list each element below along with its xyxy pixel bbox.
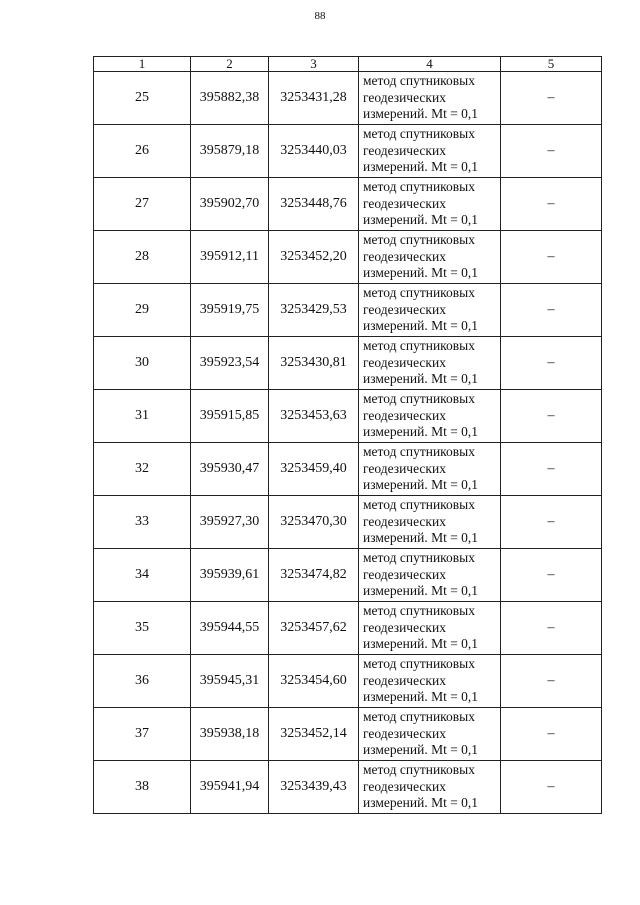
point-number-cell: 32 (94, 443, 191, 496)
y-coordinate-cell: 3253453,63 (269, 390, 359, 443)
point-number-cell: 34 (94, 549, 191, 602)
method-line: метод спутниковых (363, 497, 475, 513)
note-cell: – (501, 549, 602, 602)
table-row (94, 655, 602, 708)
y-coordinate-cell: 3253474,82 (269, 549, 359, 602)
method-line: измерений. Mt = 0,1 (363, 106, 479, 122)
table-row (94, 284, 602, 337)
header-row (94, 57, 602, 72)
column-header-3: 3 (269, 57, 359, 72)
method-line: метод спутниковых (363, 762, 475, 778)
x-coordinate-cell: 395882,38 (191, 72, 269, 125)
method-cell (359, 443, 501, 496)
x-coordinate-cell: 395939,61 (191, 549, 269, 602)
method-line: метод спутниковых (363, 73, 475, 89)
method-line: измерений. Mt = 0,1 (363, 583, 479, 599)
point-number-cell: 26 (94, 125, 191, 178)
method-line: измерений. Mt = 0,1 (363, 371, 479, 387)
note-cell: – (501, 178, 602, 231)
note-cell: – (501, 602, 602, 655)
method-line: геодезических (363, 725, 446, 741)
method-line: измерений. Mt = 0,1 (363, 689, 479, 705)
method-line: геодезических (363, 195, 446, 211)
x-coordinate-cell: 395923,54 (191, 337, 269, 390)
table-row (94, 125, 602, 178)
point-number-cell: 30 (94, 337, 191, 390)
method-line: метод спутниковых (363, 550, 475, 566)
table-row (94, 602, 602, 655)
table-row (94, 178, 602, 231)
point-number-cell: 35 (94, 602, 191, 655)
method-cell (359, 761, 501, 814)
note-cell: – (501, 443, 602, 496)
y-coordinate-cell: 3253470,30 (269, 496, 359, 549)
method-cell (359, 231, 501, 284)
x-coordinate-cell: 395938,18 (191, 708, 269, 761)
method-line: геодезических (363, 778, 446, 794)
method-line: метод спутниковых (363, 232, 475, 248)
y-coordinate-cell: 3253440,03 (269, 125, 359, 178)
method-line: геодезических (363, 460, 446, 476)
x-coordinate-cell: 395912,11 (191, 231, 269, 284)
y-coordinate-cell: 3253439,43 (269, 761, 359, 814)
point-number-cell: 29 (94, 284, 191, 337)
method-line: геодезических (363, 513, 446, 529)
method-line: измерений. Mt = 0,1 (363, 742, 479, 758)
x-coordinate-cell: 395919,75 (191, 284, 269, 337)
note-cell: – (501, 655, 602, 708)
method-line: геодезических (363, 354, 446, 370)
coordinates-table (93, 56, 602, 814)
y-coordinate-cell: 3253429,53 (269, 284, 359, 337)
method-line: метод спутниковых (363, 285, 475, 301)
table-row (94, 496, 602, 549)
x-coordinate-cell: 395944,55 (191, 602, 269, 655)
x-coordinate-cell: 395879,18 (191, 125, 269, 178)
method-line: измерений. Mt = 0,1 (363, 795, 479, 811)
method-line: геодезических (363, 566, 446, 582)
method-line: измерений. Mt = 0,1 (363, 159, 479, 175)
page-number: 88 (314, 10, 326, 22)
x-coordinate-cell: 395941,94 (191, 761, 269, 814)
note-cell: – (501, 284, 602, 337)
method-cell (359, 337, 501, 390)
table-body (94, 72, 602, 814)
method-line: геодезических (363, 301, 446, 317)
x-coordinate-cell: 395945,31 (191, 655, 269, 708)
x-coordinate-cell: 395927,30 (191, 496, 269, 549)
method-line: метод спутниковых (363, 338, 475, 354)
method-line: геодезических (363, 89, 446, 105)
column-header-1: 1 (94, 57, 191, 72)
method-line: геодезических (363, 672, 446, 688)
method-line: геодезических (363, 407, 446, 423)
table-row (94, 390, 602, 443)
y-coordinate-cell: 3253452,20 (269, 231, 359, 284)
point-number-cell: 36 (94, 655, 191, 708)
column-header-5: 5 (501, 57, 602, 72)
table-row (94, 231, 602, 284)
table-header (94, 57, 602, 72)
method-line: измерений. Mt = 0,1 (363, 212, 479, 228)
y-coordinate-cell: 3253448,76 (269, 178, 359, 231)
table-row (94, 72, 602, 125)
method-line: геодезических (363, 142, 446, 158)
table-row (94, 708, 602, 761)
method-line: метод спутниковых (363, 603, 475, 619)
method-line: метод спутниковых (363, 126, 475, 142)
method-line: метод спутниковых (363, 656, 475, 672)
method-line: геодезических (363, 619, 446, 635)
table-row (94, 549, 602, 602)
method-line: измерений. Mt = 0,1 (363, 424, 479, 440)
method-line: измерений. Mt = 0,1 (363, 318, 479, 334)
method-cell (359, 708, 501, 761)
method-cell (359, 284, 501, 337)
table-row (94, 761, 602, 814)
method-line: метод спутниковых (363, 709, 475, 725)
method-cell (359, 72, 501, 125)
y-coordinate-cell: 3253459,40 (269, 443, 359, 496)
point-number-cell: 31 (94, 390, 191, 443)
method-line: метод спутниковых (363, 391, 475, 407)
note-cell: – (501, 390, 602, 443)
y-coordinate-cell: 3253457,62 (269, 602, 359, 655)
method-cell (359, 178, 501, 231)
note-cell: – (501, 125, 602, 178)
method-line: метод спутниковых (363, 179, 475, 195)
point-number-cell: 37 (94, 708, 191, 761)
table-row (94, 443, 602, 496)
method-cell (359, 655, 501, 708)
note-cell: – (501, 761, 602, 814)
y-coordinate-cell: 3253454,60 (269, 655, 359, 708)
note-cell: – (501, 337, 602, 390)
note-cell: – (501, 708, 602, 761)
table-row (94, 337, 602, 390)
note-cell: – (501, 496, 602, 549)
x-coordinate-cell: 395915,85 (191, 390, 269, 443)
method-line: метод спутниковых (363, 444, 475, 460)
point-number-cell: 38 (94, 761, 191, 814)
method-cell (359, 496, 501, 549)
method-line: измерений. Mt = 0,1 (363, 636, 479, 652)
method-line: геодезических (363, 248, 446, 264)
method-line: измерений. Mt = 0,1 (363, 265, 479, 281)
method-line: измерений. Mt = 0,1 (363, 530, 479, 546)
method-cell (359, 549, 501, 602)
column-header-2: 2 (191, 57, 269, 72)
method-cell (359, 390, 501, 443)
point-number-cell: 33 (94, 496, 191, 549)
y-coordinate-cell: 3253452,14 (269, 708, 359, 761)
method-cell (359, 125, 501, 178)
point-number-cell: 25 (94, 72, 191, 125)
method-line: измерений. Mt = 0,1 (363, 477, 479, 493)
column-header-4: 4 (359, 57, 501, 72)
note-cell: – (501, 72, 602, 125)
note-cell: – (501, 231, 602, 284)
y-coordinate-cell: 3253431,28 (269, 72, 359, 125)
y-coordinate-cell: 3253430,81 (269, 337, 359, 390)
point-number-cell: 27 (94, 178, 191, 231)
point-number-cell: 28 (94, 231, 191, 284)
x-coordinate-cell: 395930,47 (191, 443, 269, 496)
method-cell (359, 602, 501, 655)
x-coordinate-cell: 395902,70 (191, 178, 269, 231)
